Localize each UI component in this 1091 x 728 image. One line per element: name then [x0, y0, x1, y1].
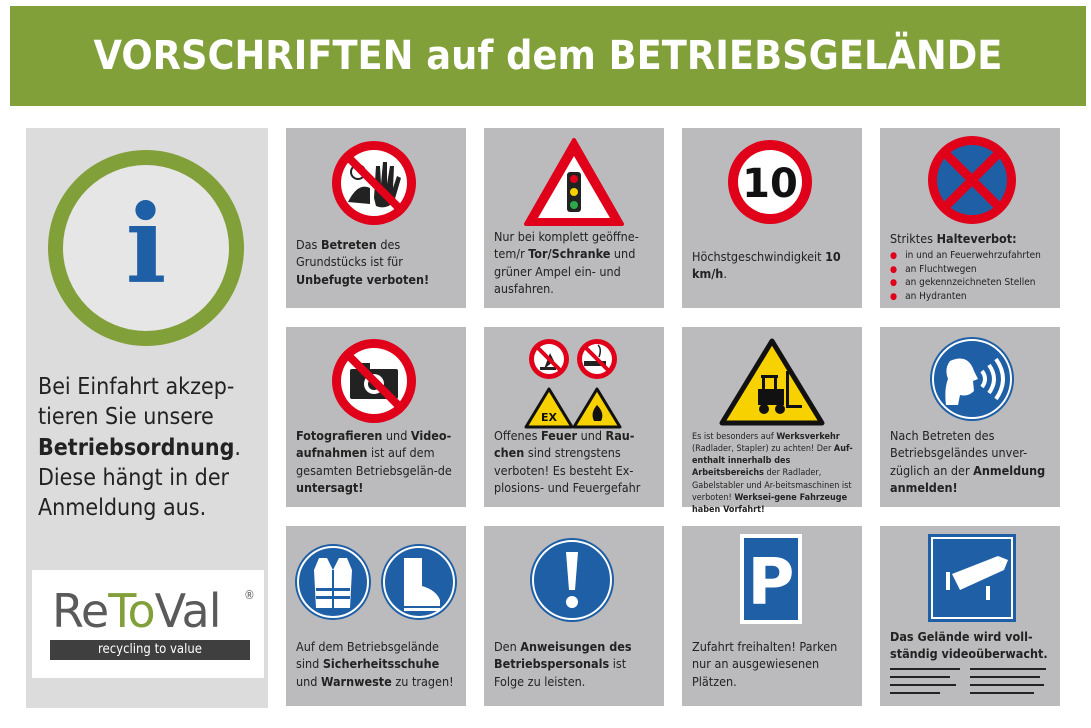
text-part: sind strengstens verboten! Es besteht Ex-plosions- und Feuergefahr [494, 445, 641, 495]
header-banner [10, 6, 1086, 106]
logo-wordmark [52, 584, 221, 638]
info-line-4: Diese hängt in der [38, 465, 230, 492]
card-no-photography-text [296, 427, 461, 496]
card-parking-text [692, 638, 857, 690]
text-part: Den [494, 639, 521, 654]
text-bold: Anmeldung anmelden! [890, 462, 1046, 495]
card-no-fire [484, 327, 664, 507]
card-instructions [484, 526, 664, 706]
page-title: VORSCHRIFTEN auf dem BETRIEBSGELÄNDE [93, 33, 1003, 79]
fine-print-line [970, 692, 1034, 694]
text-part: ist Folge zu leisten. [494, 656, 627, 689]
text-bold: untersagt! [296, 479, 364, 495]
card-no-photography [286, 327, 466, 507]
text-part: Striktes [890, 231, 937, 246]
exclamation-mandatory-icon [484, 530, 664, 630]
parking-letter: P [747, 546, 795, 620]
text-part: Nur bei komplett geöffne-tem/r [494, 229, 639, 262]
logo-registered: ® [244, 588, 255, 602]
text-bold: Rau-chen [494, 428, 635, 461]
text-part: und grüner Ampel ein- und ausfahren. [494, 246, 636, 296]
explosive-atmosphere-icon [526, 389, 572, 427]
text-part: der Radlader, Gabelstabler und Ar-beitsmaschinen ist verboten! [692, 468, 852, 503]
card-parking [682, 526, 862, 706]
list-item: ● an Hydranten [890, 290, 1055, 304]
info-line-1: Bei Einfahrt akzep- [38, 374, 235, 400]
text-bold: Betreten [320, 237, 377, 252]
text-part: Es ist besonders auf [692, 432, 777, 442]
text-bold: Das Gelände wird voll-ständig videoüberwacht. [890, 629, 1048, 662]
card-speed-limit [682, 128, 862, 308]
text-bold: Sicherheitsschuhe [322, 656, 440, 672]
text-part: und [577, 428, 606, 443]
text-bold: 10 km/h [692, 249, 841, 282]
fine-print-line [970, 676, 1040, 678]
fine-print-line [890, 692, 940, 694]
info-glyph: i [125, 182, 167, 308]
fine-print-line [970, 668, 1046, 670]
ex-label: EX [541, 411, 557, 424]
list-item: ● an Fluchtwegen [890, 263, 1055, 277]
text-part: . [723, 266, 727, 282]
speed-sign-number: 10 [742, 161, 798, 207]
card-no-fire-text [494, 427, 659, 496]
no-smoking-icon [577, 339, 617, 379]
text-part: (Radlader, Stapler) zu achten! Der [692, 444, 834, 455]
safety-vest-icon [295, 544, 371, 620]
text-bold: Fotografieren [296, 428, 383, 443]
text-bold: Warnweste [320, 673, 392, 689]
text-part: Höchstgeschwindigkeit [692, 249, 826, 264]
logo-re: Re [52, 584, 109, 638]
safety-boots-icon [381, 544, 457, 620]
fine-print-line [890, 668, 960, 670]
list-item: ● an gekennzeichneten Stellen [890, 276, 1055, 290]
text-bold: Werksverkehr [776, 432, 840, 442]
text-part: und [296, 673, 321, 689]
info-panel [26, 128, 268, 708]
no-open-fire-icon [529, 339, 569, 379]
card-ppe-text [296, 638, 461, 690]
card-register-text [890, 427, 1055, 496]
text-part: des Grundstücks ist für [296, 237, 403, 270]
no-stopping-icon [880, 132, 1060, 232]
info-icon [48, 150, 244, 346]
text-part: Das [296, 237, 321, 252]
text-part: Nach Betreten des Betriebsgeländes unver-züglich an der [890, 428, 1028, 478]
card-ppe [286, 526, 466, 706]
cctv-camera-icon [880, 530, 1060, 630]
text-part: Auf dem Betriebsgelände sind [296, 639, 439, 672]
card-speed-limit-text [692, 248, 857, 283]
text-part: ist auf dem gesamten Betriebsgelän-de [296, 445, 452, 478]
no-photography-icon [286, 331, 466, 431]
text-bold: Auf-enthalt innerhalb des Arbeitsbereichs [692, 444, 853, 479]
card-cctv-text [890, 628, 1055, 663]
card-instructions-text [494, 638, 659, 690]
forklift-warning-icon [682, 331, 862, 431]
retoval-logo [32, 570, 264, 678]
card-no-stopping-text [890, 230, 1055, 303]
card-no-stopping [880, 128, 1060, 308]
logo-val: Val [154, 584, 221, 638]
card-no-entry-text [296, 236, 461, 288]
text-bold: Tor/Schranke [528, 246, 611, 262]
flammable-icon [574, 389, 620, 427]
text-bold: Feuer [541, 428, 577, 443]
card-forklift-text [692, 431, 857, 516]
no-stopping-list [890, 249, 1055, 303]
list-item: ● in und an Feuerwehrzufahrten [890, 249, 1055, 263]
card-no-entry [286, 128, 466, 308]
no-entry-person-icon [286, 132, 466, 232]
speed-limit-10-icon [682, 132, 862, 232]
fire-icons-group [484, 331, 664, 431]
text-part: zu tragen! [391, 673, 454, 689]
logo-to: To [108, 584, 155, 638]
text-bold: Video-aufnahmen [296, 428, 452, 461]
fine-print-line [890, 676, 950, 678]
info-text [38, 372, 264, 524]
info-bold: Betriebsordnung [38, 434, 235, 461]
logo-tagline: recycling to value [50, 640, 250, 660]
text-bold: Halteverbot: [936, 231, 1017, 246]
info-period: . [234, 434, 241, 461]
text-bold: Anweisungen des Betriebspersonals [494, 639, 632, 672]
fine-print-line [970, 684, 1044, 686]
text-bold: Werksei-gene Fahrzeuge haben Vorfahrt! [692, 492, 848, 515]
text-part: und [382, 428, 411, 443]
info-line-2: tieren Sie unsere [38, 404, 214, 431]
parking-icon [682, 530, 862, 630]
text-bold: Unbefugte verboten! [296, 271, 430, 287]
info-icon-inner [63, 165, 229, 331]
card-register [880, 327, 1060, 507]
traffic-light-warning-icon [484, 132, 664, 232]
text-part: Offenes [494, 428, 541, 443]
card-gate-traffic-light-text [494, 228, 659, 297]
card-cctv [880, 526, 1060, 706]
info-line-5: Anmeldung aus. [38, 495, 207, 522]
fine-print-line [890, 684, 956, 686]
speaking-head-icon [880, 331, 1060, 431]
card-forklift [682, 327, 862, 515]
card-gate-traffic-light [484, 128, 664, 308]
text-part: Zufahrt freihalten! Parken nur an ausgewiesenen Plätzen. [692, 639, 838, 689]
ppe-icons-group [286, 530, 466, 630]
